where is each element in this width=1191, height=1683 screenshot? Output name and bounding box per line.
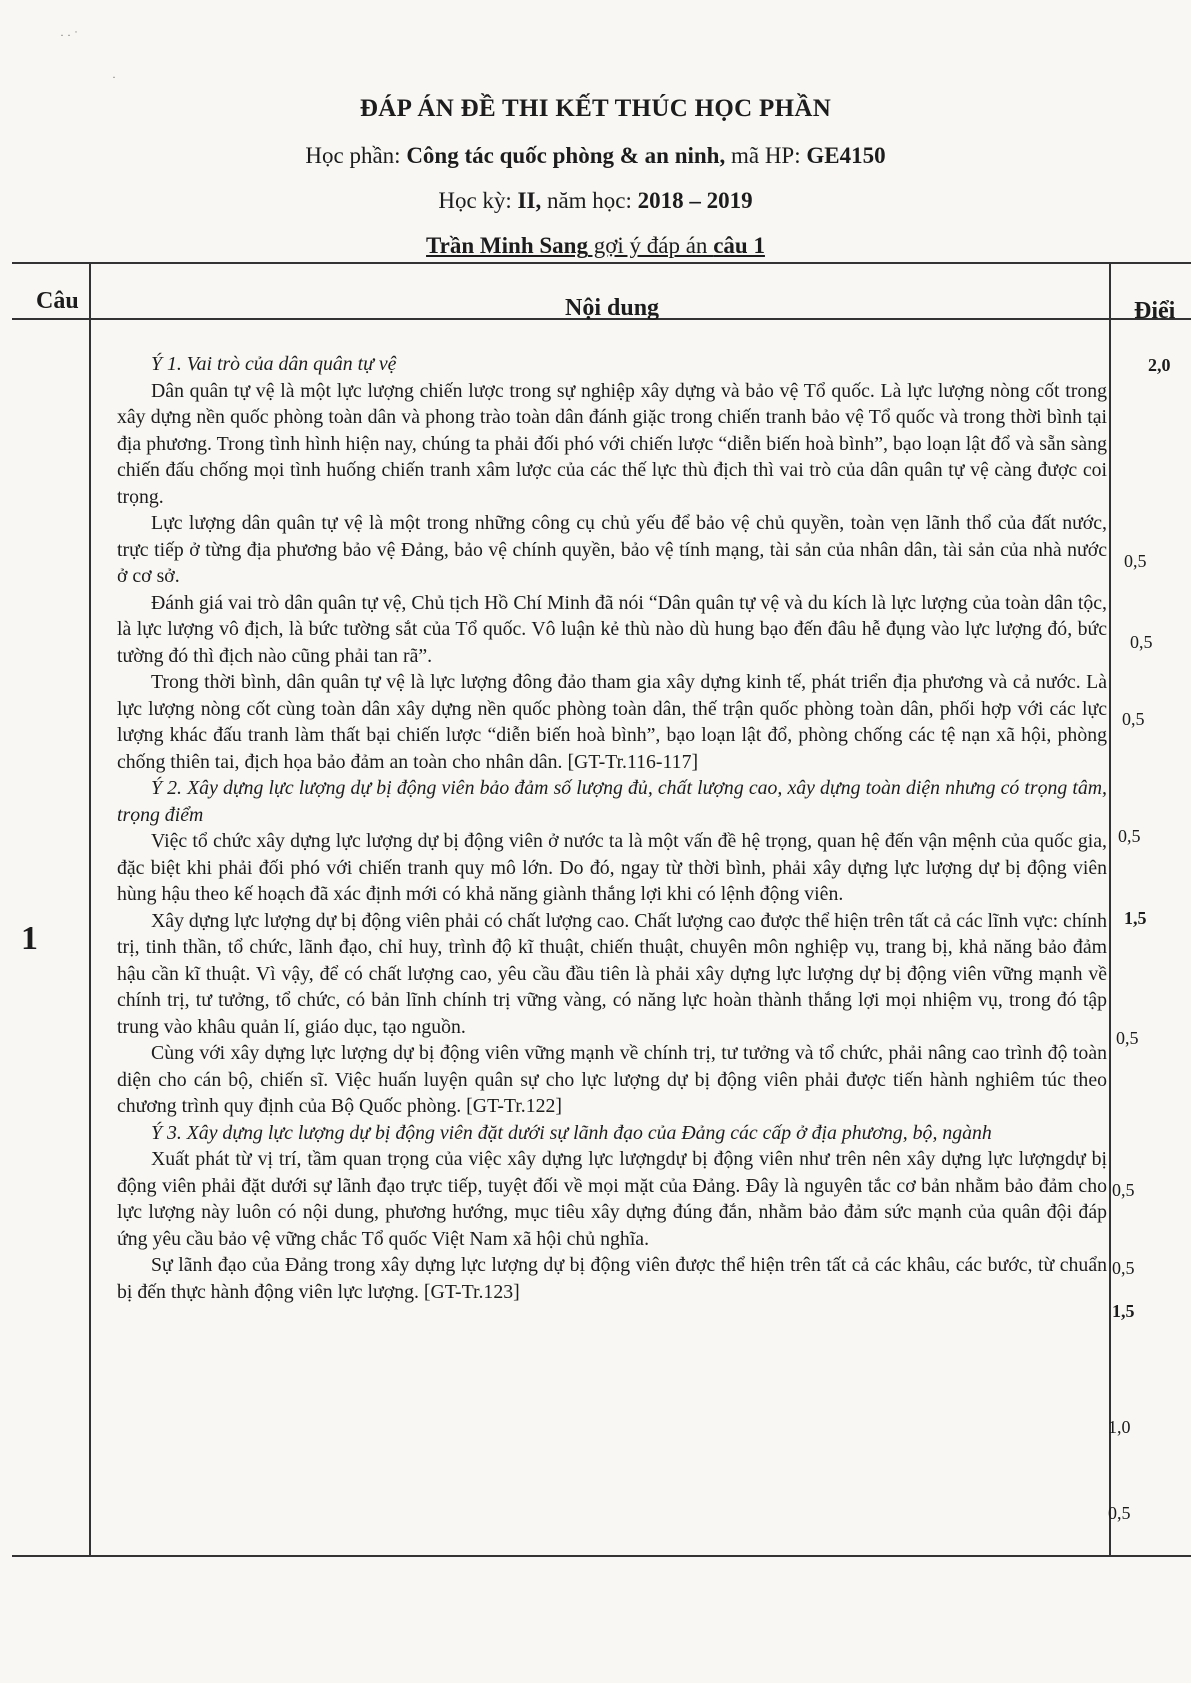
score-cell: 0,5 xyxy=(1118,826,1141,846)
score-cell: 0,5 xyxy=(1112,1180,1135,1200)
score-cell: 1,5 xyxy=(1124,908,1147,928)
author-name: Trần Minh Sang xyxy=(426,233,588,258)
paragraph: Việc tổ chức xây dựng lực lượng dự bị động viên ở nước ta là một vấn đề hệ trọng, quan hệ đến vận mệnh của quốc gia, đặc biệt khi phải đối phó với chiến tranh quy mô lớn. Do đó, ngay từ thời bình, phải xây dựng lực lượng dự bị động viên hùng hậu theo kế hoạch đã xác định mới có khả năng giành thắng lợi khi có lệnh động viên. xyxy=(117,830,1107,905)
score-cell: 1,0 xyxy=(1108,1417,1131,1437)
paragraph: Cùng với xây dựng lực lượng dự bị động viên vững mạnh về chính trị, tư tưởng và tổ chức, phải nâng cao trình độ toàn diện cho cán bộ, chiến sĩ. Việc huấn luyện quân sự cho lực lượng dự bị động viên phải được tiến hành nghiêm túc theo chương trình quy định của Bộ Quốc phòng. [GT-Tr.122] xyxy=(117,1042,1107,1117)
column-header-question: Câu xyxy=(36,288,79,314)
question-ref: câu 1 xyxy=(713,233,765,258)
section-heading-2: Ý 2. Xây dựng lực lượng dự bị động viên bảo đảm số lượng đủ, chất lượng cao, xây dựng toàn diện nhưng có trọng tâm, trọng điểm xyxy=(117,777,1107,826)
answer-content xyxy=(117,351,1107,1305)
paragraph: Xây dựng lực lượng dự bị động viên phải có chất lượng cao. Chất lượng cao được thể hiện trên tất cả các lĩnh vực: chính trị, tinh thần, tổ chức, lãnh đạo, chỉ huy, trình độ kĩ thuật, chiến thuật, chuyên môn nghiệp vụ, trang bị, khả năng bảo đảm hậu cần kĩ thuật. Vì vậy, để có chất lượng cao, yêu cầu đầu tiên là phải xây dựng lực lượng dự bị động viên vững mạnh về chính trị, tư tưởng, tổ chức, có bản lĩnh chính trị vững vàng, có năng lực hoàn thành thắng lợi mọi nhiệm vụ, trong đó tập trung vào khâu quản lí, giáo dục, tạo nguồn. xyxy=(117,909,1107,1038)
school-year: 2018 – 2019 xyxy=(637,188,753,213)
author-underlined xyxy=(426,233,765,258)
question-number: 1 xyxy=(21,920,38,957)
paragraph: Đánh giá vai trò dân quân tự vệ, Chủ tịch Hồ Chí Minh đã nói “Dân quân tự vệ và du kích là lực lượng của toàn dân tộc, là lực lượng vô địch, là bức tường sắt của Tổ quốc. Vô luận kẻ thù nào dù hung bạo đến đâu hễ đụng vào lực lượng đó, bức tường đó thì địch nào cũng phải tan rã”. xyxy=(117,591,1107,667)
column-divider-left xyxy=(89,262,91,1556)
course-line-prefix: Học phần: xyxy=(305,143,407,168)
section-heading-3: Ý 3. Xây dựng lực lượng dự bị động viên đặt dưới sự lãnh đạo của Đảng các cấp ở địa phương, bộ, ngành xyxy=(151,1121,992,1144)
page-title: ĐÁP ÁN ĐỀ THI KẾT THÚC HỌC PHẦN xyxy=(359,95,832,122)
score-cell: 0,5 xyxy=(1112,1258,1135,1278)
score-cell: 0,5 xyxy=(1130,632,1153,652)
column-divider-right xyxy=(1109,262,1111,1556)
author-line-mid: gợi ý đáp án xyxy=(587,233,714,258)
scan-speck: · xyxy=(112,70,116,84)
score-cell: 0,5 xyxy=(1116,1028,1139,1048)
section-heading-1: Ý 1. Vai trò của dân quân tự vệ xyxy=(151,353,397,375)
table-bottom-rule xyxy=(12,1555,1191,1557)
paragraph: Trong thời bình, dân quân tự vệ là lực lượng đông đảo tham gia xây dựng kinh tế, phát triển địa phương và cả nước. Là lực lượng nòng cốt cùng toàn dân xây dựng nền quốc phòng toàn dân, thế trận quốc phòng toàn dân, phối hợp với các lực lượng khác đấu tranh làm thất bại chiến lược “diễn biến hoà bình”, bạo loạn lật đổ, phòng chống các tệ nạn xã hội, phòng chống thiên tai, địch họa bảo đảm an toàn cho nhân dân. [GT-Tr.116-117] xyxy=(117,671,1107,773)
table-top-rule xyxy=(12,262,1191,264)
score-cell: 0,5 xyxy=(1122,709,1145,729)
paragraph: Sự lãnh đạo của Đảng trong xây dựng lực lượng dự bị động viên được thể hiện trên tất cả các khâu, các bước, từ chuẩn bị đến thực hành động viên lực lượng. [GT-Tr.123] xyxy=(117,1254,1107,1303)
author-line xyxy=(0,233,1191,259)
paragraph: Xuất phát từ vị trí, tầm quan trọng của việc xây dựng lực lượngdự bị động viên như trên nên xây dựng lực lượngdự bị động viên phải đặt dưới sự lãnh đạo trực tiếp, tuyệt đối về mọi mặt của Đảng. Đây là nguyên tắc cơ bản nhằm bảo đảm cho lực lượng này luôn có nội dung, phương hướng, mục tiêu xây dựng đúng đắn, nhằm bảo đảm sức mạnh của quân đội đáp ứng yêu cầu bảo vệ vững chắc Tổ quốc Việt Nam xã hội chủ nghĩa. xyxy=(117,1148,1107,1250)
score-cell: 1,5 xyxy=(1112,1301,1135,1321)
scan-speck: · · ˙ xyxy=(60,28,78,42)
score-cell: 2,0 xyxy=(1148,355,1171,375)
course-line-mid: mã HP: xyxy=(725,143,807,168)
paragraph: Lực lượng dân quân tự vệ là một trong những công cụ chủ yếu để bảo vệ chủ quyền, toàn vẹn lãnh thổ của đất nước, trực tiếp ở từng địa phương bảo vệ Đảng, bảo vệ chính quyền, bảo vệ tính mạng, tài sản của nhân dân, tài sản của nhà nước ở cơ sở. xyxy=(117,512,1107,587)
course-line xyxy=(0,143,1191,169)
course-name: Công tác quốc phòng & an ninh, xyxy=(406,143,726,168)
paragraph: Dân quân tự vệ là một lực lượng chiến lược trong sự nghiệp xây dựng và bảo vệ Tổ quốc. Là lực lượng nòng cốt trong xây dựng nền quốc phòng toàn dân và phong trào toàn dân đánh giặc trong chiến tranh bảo vệ Tổ quốc và trong thời bình tại địa phương. Trong tình hình hiện nay, chúng ta phải đối phó với chiến lược “diễn biến hoà bình”, bạo loạn lật đổ và sẵn sàng chiến đấu chống mọi tình huống chiến tranh xâm lược của các thế lực thù địch thì vai trò của dân quân tự vệ càng được coi trọng. xyxy=(117,379,1107,508)
semester: II, xyxy=(517,188,542,213)
score-cell: 0,5 xyxy=(1108,1503,1131,1523)
column-header-score: Điểi xyxy=(1134,298,1176,324)
semester-line xyxy=(0,188,1191,214)
score-cell: 0,5 xyxy=(1124,551,1147,571)
year-prefix: năm học: xyxy=(541,188,638,213)
semester-prefix: Học kỳ: xyxy=(438,188,518,213)
column-header-content: Nội dung xyxy=(565,295,660,321)
course-code: GE4150 xyxy=(806,143,886,168)
